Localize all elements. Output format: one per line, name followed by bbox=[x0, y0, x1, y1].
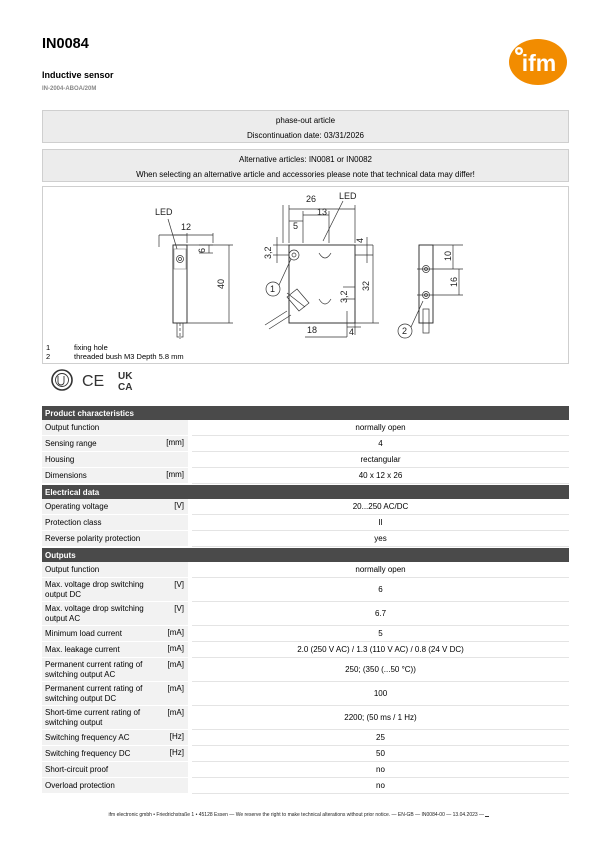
row-value: no bbox=[192, 762, 569, 778]
row-label: Max. voltage drop switching output DC bbox=[42, 578, 162, 602]
row-label: Permanent current rating of switching output DC bbox=[42, 682, 162, 706]
section-header bbox=[42, 405, 569, 420]
row-value: 4 bbox=[192, 436, 569, 452]
row-label: Short-circuit proof bbox=[42, 762, 162, 778]
row-value: 25 bbox=[192, 730, 569, 746]
table-row bbox=[42, 420, 569, 436]
row-value: 6.7 bbox=[192, 602, 569, 626]
row-label: Operating voltage bbox=[42, 499, 162, 515]
dim-4-top: 4 bbox=[355, 237, 365, 243]
logo-text: ifm bbox=[521, 50, 557, 76]
row-value: 40 x 12 x 26 bbox=[192, 468, 569, 484]
row-label: Sensing range bbox=[42, 436, 162, 452]
ce-mark: CE bbox=[82, 373, 105, 390]
row-value: 100 bbox=[192, 682, 569, 706]
table-row bbox=[42, 682, 569, 706]
row-unit bbox=[162, 778, 188, 794]
row-unit: [V] bbox=[162, 578, 188, 602]
row-unit: [Hz] bbox=[162, 746, 188, 762]
ukca-mark-top: UK bbox=[118, 371, 133, 382]
table-row bbox=[42, 562, 569, 578]
dim-10: 10 bbox=[443, 250, 453, 261]
row-label: Reverse polarity protection bbox=[42, 531, 162, 547]
ifm-logo bbox=[508, 38, 568, 86]
phaseout-notice bbox=[42, 110, 569, 143]
section-title: Product characteristics bbox=[42, 405, 569, 420]
row-unit: [mA] bbox=[162, 706, 188, 730]
row-unit: [V] bbox=[162, 499, 188, 515]
footer-text: ifm electronic gmbh • Friedrichstraße 1 • 45128 Essen — We reserve the right to make technical alterations without prior notice. — EN-GB — IN0084-00 — 13.04.2023 — bbox=[108, 812, 485, 818]
table-row bbox=[42, 762, 569, 778]
table-row bbox=[42, 468, 569, 484]
legend-num: 2 bbox=[46, 352, 51, 361]
row-unit bbox=[162, 531, 188, 547]
row-label: Max. voltage drop switching output AC bbox=[42, 602, 162, 626]
row-unit: [mA] bbox=[162, 626, 188, 642]
row-label: Switching frequency DC bbox=[42, 746, 162, 762]
table-row bbox=[42, 642, 569, 658]
row-label: Max. leakage current bbox=[42, 642, 162, 658]
phaseout-line-1: phase-out article bbox=[275, 116, 336, 125]
row-unit: [Hz] bbox=[162, 730, 188, 746]
dim-16: 16 bbox=[449, 276, 459, 287]
dim-4-bottom: 4 bbox=[349, 327, 355, 337]
row-unit: [mm] bbox=[162, 436, 188, 452]
phaseout-line-2: Discontinuation date: 03/31/2026 bbox=[247, 131, 364, 140]
alternative-line-1: Alternative articles: IN0081 or IN0082 bbox=[239, 155, 372, 164]
table-row bbox=[42, 706, 569, 730]
legend-num: 1 bbox=[46, 343, 51, 352]
table-row bbox=[42, 499, 569, 515]
row-label: Output function bbox=[42, 562, 162, 578]
spec-table bbox=[42, 405, 569, 794]
table-row bbox=[42, 658, 569, 682]
section-header bbox=[42, 484, 569, 499]
row-unit bbox=[162, 762, 188, 778]
row-value: 20...250 AC/DC bbox=[192, 499, 569, 515]
legend-text: threaded bush M3 Depth 5.8 mm bbox=[74, 352, 184, 361]
dim-40: 40 bbox=[216, 278, 226, 289]
row-value: normally open bbox=[192, 562, 569, 578]
callout-1: 1 bbox=[270, 284, 276, 294]
table-row bbox=[42, 452, 569, 468]
front-view-labels bbox=[155, 207, 226, 289]
product-title: IN0084 bbox=[42, 36, 89, 52]
page-footer bbox=[0, 812, 598, 818]
section-title: Outputs bbox=[42, 547, 569, 562]
section-header bbox=[42, 547, 569, 562]
row-unit bbox=[162, 420, 188, 436]
callout-2: 2 bbox=[402, 326, 408, 336]
table-row bbox=[42, 746, 569, 762]
row-value: 2200; (50 ms / 1 Hz) bbox=[192, 706, 569, 730]
row-value: rectangular bbox=[192, 452, 569, 468]
dimension-drawing-svg bbox=[43, 187, 570, 365]
dim-32: 32 bbox=[361, 280, 371, 291]
row-label: Switching frequency AC bbox=[42, 730, 162, 746]
rear-view bbox=[398, 245, 463, 338]
ukca-mark-bottom: CA bbox=[118, 382, 133, 392]
row-value: 6 bbox=[192, 578, 569, 602]
dimension-drawing bbox=[42, 186, 569, 364]
row-value: 5 bbox=[192, 626, 569, 642]
legend-text: fixing hole bbox=[74, 343, 108, 352]
dim-18: 18 bbox=[307, 325, 318, 335]
row-unit bbox=[162, 515, 188, 531]
dim-3-2-bottom: 3,2 bbox=[339, 290, 349, 303]
table-row bbox=[42, 436, 569, 452]
row-label: Short-time current rating of switching output bbox=[42, 706, 162, 730]
row-value: II bbox=[192, 515, 569, 531]
row-value: 2.0 (250 V AC) / 1.3 (110 V AC) / 0.8 (24 V DC) bbox=[192, 642, 569, 658]
drawing-legend bbox=[46, 343, 184, 361]
dim-3-2-top: 3,2 bbox=[263, 246, 273, 259]
row-unit bbox=[162, 562, 188, 578]
row-unit: [mm] bbox=[162, 468, 188, 484]
footer-link-icon[interactable] bbox=[485, 812, 489, 817]
row-unit: [V] bbox=[162, 602, 188, 626]
row-unit: [mA] bbox=[162, 642, 188, 658]
table-row bbox=[42, 778, 569, 794]
dim-12: 12 bbox=[181, 222, 192, 232]
legend-item bbox=[46, 343, 184, 352]
product-subtitle: Inductive sensor bbox=[42, 70, 114, 80]
alternative-line-2: When selecting an alternative article and accessories please note that technical data may differ! bbox=[136, 170, 475, 179]
row-value: yes bbox=[192, 531, 569, 547]
table-row bbox=[42, 602, 569, 626]
dim-26: 26 bbox=[306, 194, 317, 204]
row-value: normally open bbox=[192, 420, 569, 436]
row-value: 50 bbox=[192, 746, 569, 762]
row-label: Housing bbox=[42, 452, 162, 468]
table-row bbox=[42, 531, 569, 547]
alternative-notice bbox=[42, 149, 569, 182]
dim-13: 13 bbox=[317, 207, 328, 217]
row-unit: [mA] bbox=[162, 682, 188, 706]
row-label: Minimum load current bbox=[42, 626, 162, 642]
row-value: no bbox=[192, 778, 569, 794]
row-unit bbox=[162, 452, 188, 468]
row-label: Output function bbox=[42, 420, 162, 436]
front-led-label: LED bbox=[155, 207, 173, 217]
row-label: Dimensions bbox=[42, 468, 162, 484]
legend-item bbox=[46, 352, 184, 361]
row-value: 250; (350 (...50 °C)) bbox=[192, 658, 569, 682]
cul-us-icon bbox=[52, 370, 72, 390]
side-view bbox=[265, 201, 379, 337]
product-code: IN-2004-ABOA/20M bbox=[42, 86, 97, 92]
table-row bbox=[42, 626, 569, 642]
table-row bbox=[42, 730, 569, 746]
section-title: Electrical data bbox=[42, 484, 569, 499]
table-row bbox=[42, 578, 569, 602]
side-led-label: LED bbox=[339, 191, 357, 201]
row-label: Protection class bbox=[42, 515, 162, 531]
dim-6: 6 bbox=[197, 247, 207, 253]
certification-marks bbox=[50, 368, 150, 392]
row-unit: [mA] bbox=[162, 658, 188, 682]
row-label: Overload protection bbox=[42, 778, 162, 794]
dim-5: 5 bbox=[293, 221, 299, 231]
row-label: Permanent current rating of switching output AC bbox=[42, 658, 162, 682]
table-row bbox=[42, 515, 569, 531]
